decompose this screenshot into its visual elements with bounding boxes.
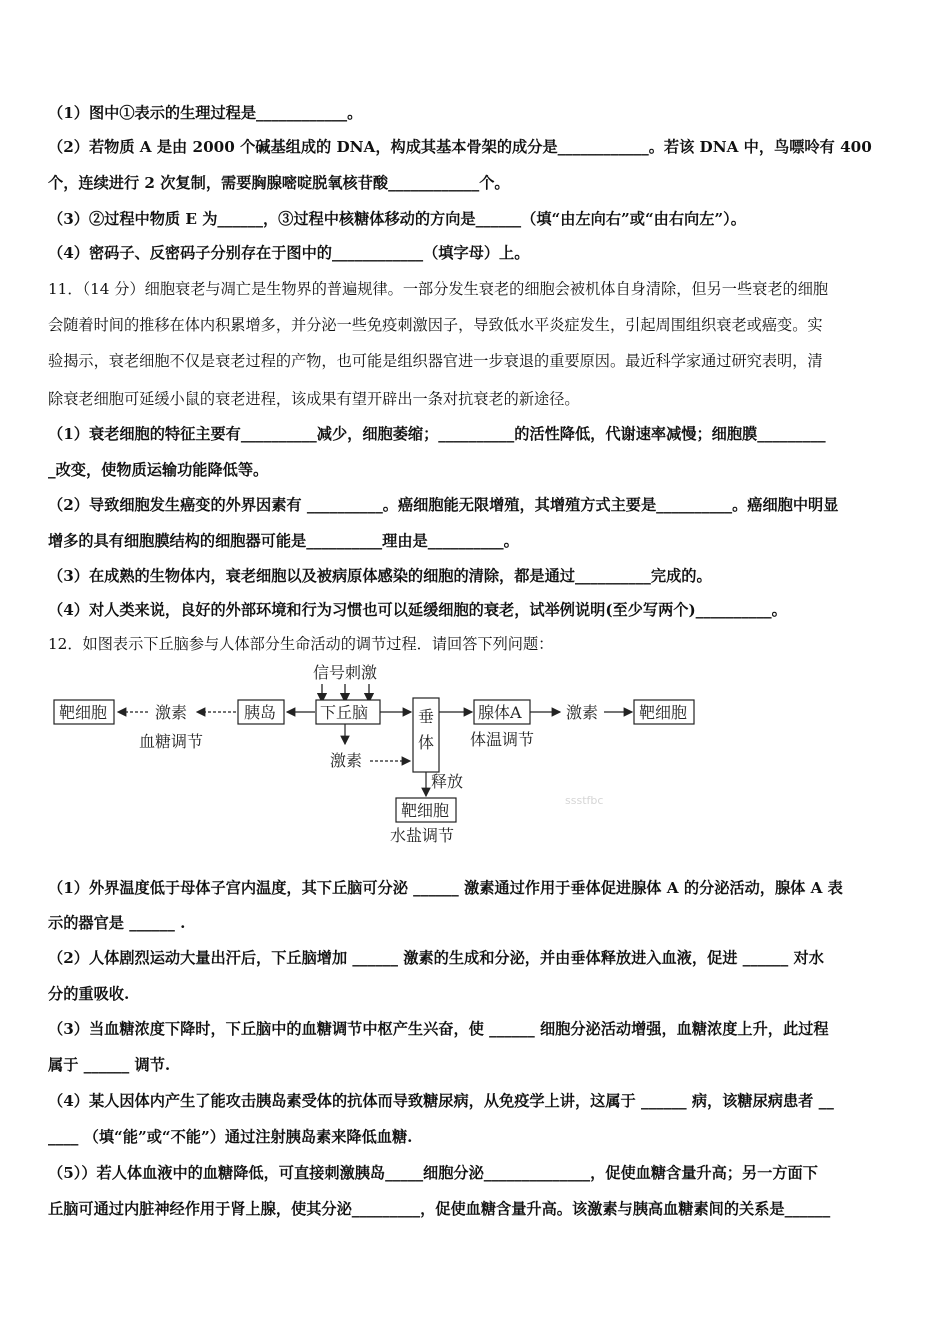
q12-part4-line2: ____ （填“能”或“不能”）通过注射胰岛素来降低血糖. (48, 1128, 413, 1146)
signal-stimulus-label: 信号刺激 (313, 663, 378, 682)
target-cell-right-label: 靶细胞 (639, 703, 688, 722)
watermark: ssstfbc (565, 794, 604, 807)
q11-intro-line3: 验揭示，衰老细胞不仅是衰老过程的产物，也可能是组织器官进一步衰退的重要原因。最近科学家通过研究表明，清 (48, 352, 823, 370)
q10-part2-line1: （2）若物质 A 是由 2000 个碱基组成的 DNA，构成其基本骨架的成分是____________。若该 DNA 中，鸟嘌呤有 400 (48, 138, 872, 156)
q11-intro-line1: 11．（14 分）细胞衰老与凋亡是生物界的普遍规律。一部分发生衰老的细胞会被机体自身清除，但另一些衰老的细胞 (48, 280, 829, 298)
gland-a-label: 腺体A (478, 703, 522, 722)
hormone-left-label: 激素 (155, 703, 188, 722)
q12-part4-line1: （4）某人因体内产生了能攻击胰岛素受体的抗体而导致糖尿病，从免疫学上讲，这属于 ______ 病，该糖尿病患者 __ (48, 1092, 834, 1110)
q11-part2-line1: （2）导致细胞发生癌变的外界因素有 __________。癌细胞能无限增殖，其增殖方式主要是__________。癌细胞中明显 (48, 496, 839, 514)
q12-part3-line1: （3）当血糖浓度下降时，下丘脑中的血糖调节中枢产生兴奋，使 ______ 细胞分泌活动增强，血糖浓度上升，此过程 (48, 1020, 829, 1038)
q11-intro-line4: 除衰老细胞可延缓小鼠的衰老进程，该成果有望开辟出一条对抗衰老的新途径。 (48, 390, 580, 408)
pancreas-label: 胰岛 (244, 703, 277, 722)
q10-part1: （1）图中①表示的生理过程是____________。 (48, 104, 363, 122)
q12-part2-line2: 分的重吸收. (48, 985, 130, 1003)
pituitary-label-bottom: 体 (418, 733, 435, 752)
q11-part2-line2: 增多的具有细胞膜结构的细胞器可能是__________理由是__________。 (48, 532, 519, 550)
q12-part5-line2: 丘脑可通过内脏神经作用于肾上腺，使其分泌_________，促使血糖含量升高。该激素与胰高血糖素间的关系是______ (48, 1200, 831, 1218)
q10-part2-line2: 个，连续进行 2 次复制，需要胸腺嘧啶脱氧核苷酸____________个。 (48, 174, 510, 192)
q12-part5-line1: （5））若人体血液中的血糖降低，可直接刺激胰岛_____细胞分泌______________，促使血糖含量升高；另一方面下 (48, 1164, 818, 1182)
q12-intro: 12．如图表示下丘脑参与人体部分生命活动的调节过程．请回答下列问题： (48, 635, 554, 653)
body-temp-regulation-label: 体温调节 (470, 730, 535, 749)
release-label: 释放 (431, 772, 464, 791)
q10-part3: （3）②过程中物质 E 为______，③过程中核糖体移动的方向是______（填“由左向右”或“由右向左”）。 (48, 210, 746, 228)
q12-part1-line2: 示的器官是 ______ . (48, 914, 186, 932)
regulation-diagram (0, 650, 950, 860)
hypothalamus-label: 下丘脑 (320, 703, 369, 722)
target-cell-bottom-label: 靶细胞 (401, 801, 450, 820)
q11-part4: （4）对人类来说，良好的外部环境和行为习惯也可以延缓细胞的衰老，试举例说明(至少写两个)__________。 (48, 601, 787, 619)
q12-part3-line2: 属于 ______ 调节. (48, 1056, 171, 1074)
q11-part1-line1: （1）衰老细胞的特征主要有__________减少，细胞萎缩；__________的活性降低，代谢速率减慢；细胞膜_________ (48, 425, 826, 443)
blood-sugar-regulation-label: 血糖调节 (139, 732, 204, 751)
hormone-mid-label: 激素 (330, 751, 363, 770)
pituitary-label-top: 垂 (418, 707, 435, 726)
q11-part1-line2: _改变，使物质运输功能降低等。 (48, 461, 269, 479)
regulation-diagram-svg (0, 650, 950, 860)
water-salt-regulation-label: 水盐调节 (390, 826, 455, 845)
q12-part1-line1: （1）外界温度低于母体子宫内温度，其下丘脑可分泌 ______ 激素通过作用于垂体促进腺体 A 的分泌活动，腺体 A 表 (48, 879, 843, 897)
q12-part2-line1: （2）人体剧烈运动大量出汗后，下丘脑增加 ______ 激素的生成和分泌，并由垂体释放进入血液，促进 ______ 对水 (48, 949, 824, 967)
q11-intro-line2: 会随着时间的推移在体内积累增多，并分泌一些免疫刺激因子，导致低水平炎症发生，引起周围组织衰老或癌变。实 (48, 316, 823, 334)
hormone-right-label: 激素 (566, 703, 599, 722)
q10-part4: （4）密码子、反密码子分别存在于图中的____________（填字母）上。 (48, 244, 530, 262)
q11-part3: （3）在成熟的生物体内，衰老细胞以及被病原体感染的细胞的清除，都是通过__________完成的。 (48, 567, 712, 585)
target-cell-left-label: 靶细胞 (59, 703, 108, 722)
